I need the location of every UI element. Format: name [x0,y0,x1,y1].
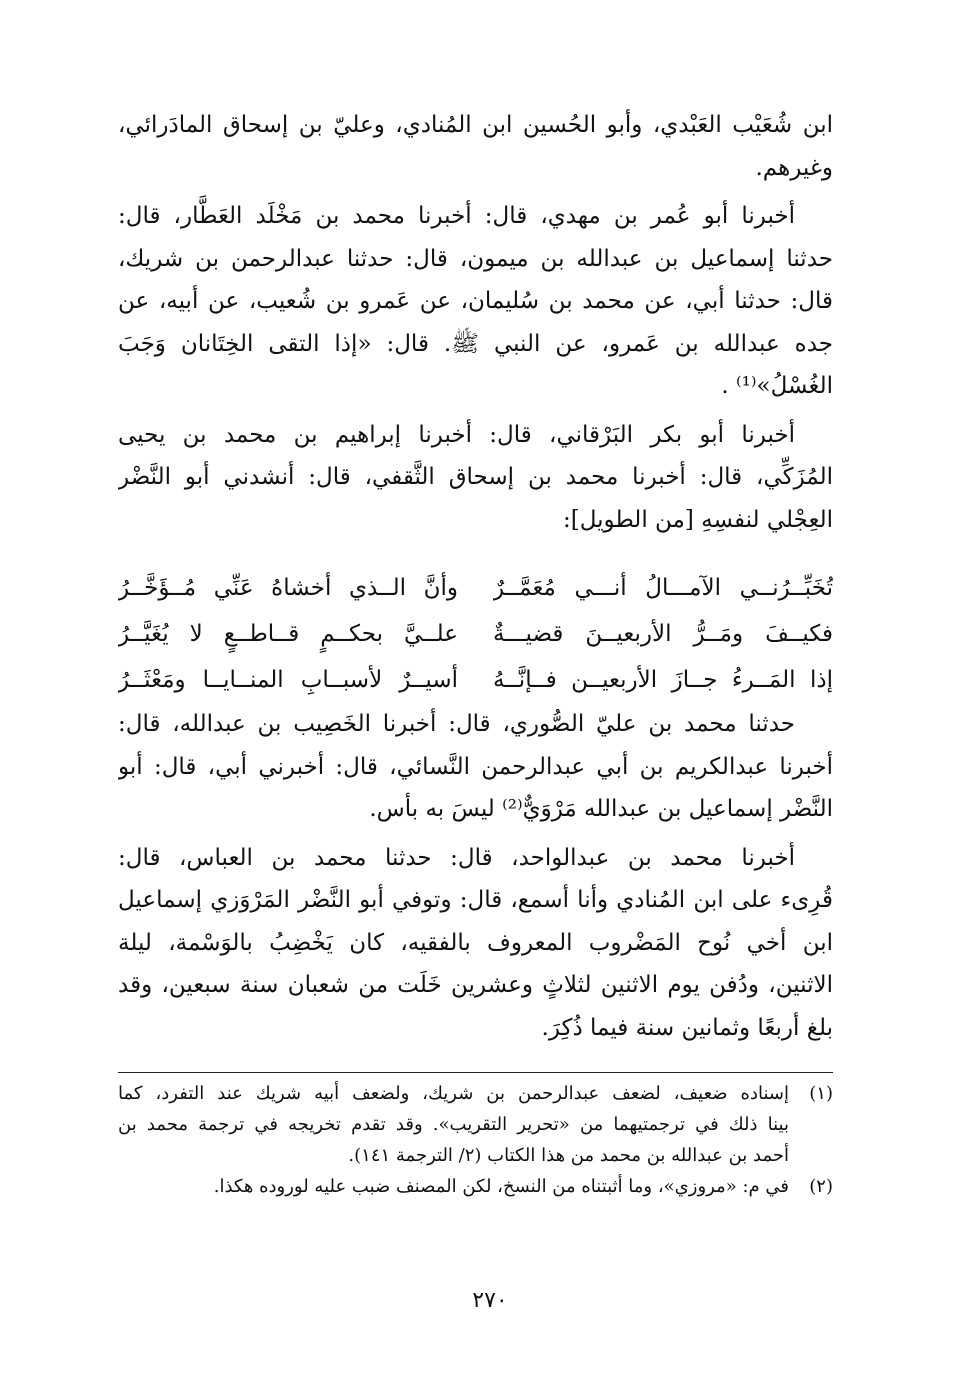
text-line: أخبرنا محمد بن عبدالواحد، قال: حدثنا محمد بن العباس، قال: [118,844,795,871]
paragraph-5 [118,837,833,1050]
text-line: أخبرنا أبو بكر البَرْقاني، قال: أخبرنا إبراهيم بن محمد بن يحيى [118,421,795,448]
text-line: حدثنا محمد بن عليّ الصُّوري، قال: أخبرنا الخَصِيب بن عبدالله، قال: [118,711,795,737]
footnotes [118,1078,833,1202]
paragraph-2 [118,195,833,408]
footnote-line: أحمد بن عبدالله بن محمد من هذا الكتاب (٢/ الترجمة ١٤١). [348,1145,789,1166]
text-line: جده عبدالله بن عَمرو، عن النبي ﷺ. قال: «إذا التقى الخِتَانان وَجَبَ [118,330,833,357]
text-line: أخبرنا عبدالكريم بن أبي عبدالرحمن النَّسائي، قال: أخبرني أبي، قال: أبو [118,753,833,780]
footnote-line: بينا ذلك في ترجمتيهما من «تحرير التقريب». وقد تقدم تخريجه في ترجمة محمد بن [118,1114,789,1135]
text-line: وغيرهم. [755,154,833,181]
footnote-line [118,1078,833,1109]
text-line: حدثنا إسماعيل بن عبدالله بن ميمون، قال: حدثنا عبدالرحمن بن شريك، [118,245,833,272]
footnote-number: (١) [809,1083,833,1104]
main-text-bottom [118,703,833,1055]
text-line: قال: حدثنا أبي، عن محمد بن سُليمان، عن عَمرو بن شُعيب، عن أبيه، عن [118,288,833,314]
verse-second-hemistich: علــيَّ بحكــمٍ قــاطــعٍ لا يُغَيَّــرُ [118,621,458,647]
text-line: النَّضْر إسماعيل بن عبدالله مَرْوَيٌّ⁽²⁾ ليسَ به بأس. [369,796,833,822]
text-line: الغُسْلُ»⁽¹⁾ . [721,373,833,399]
footnote-line [118,1171,833,1202]
poem-verse [118,611,833,657]
text-line: العِجْلي لنفسِهِ [من الطويل]: [563,506,833,533]
footnote-text: في م: «مروزي»، وما أثبتناه من النسخ، لكن المصنف ضبب عليه لوروده هكذا. [213,1176,789,1197]
text-line: قُرِىء على ابن المُنادي وأنا أسمع، قال: وتوفي أبو النَّضْر المَرْوَزي إسماعيل [118,887,833,913]
text-line: الاثنين، ودُفن يوم الاثنين لثلاثٍ وعشرين خَلَت من شعبان سنة سبعين، وقد [118,972,833,998]
text-line: أخبرنا أبو عُمر بن مهدي، قال: أخبرنا محمد بن مَخْلَد العَطَّار، قال: [118,203,795,229]
footnote-text: إسناده ضعيف، لضعف عبدالرحمن بن شريك، ولضعف أبيه شريك عند التفرد، كما [118,1083,789,1104]
paragraph-1 [118,104,833,189]
paragraph-4 [118,703,833,831]
text-line: ابن شُعَيْب العَبْدي، وأبو الحُسين ابن المُنادي، وعليّ بن إسحاق المادَرائي، [118,112,833,138]
text-line: ابن أخي نُوح المَضْروب المعروف بالفقيه، كان يَخْضِبُ بالوَسْمة، ليلة [118,929,833,956]
poem-verse [118,657,833,703]
page-number: ٢٧٠ [472,1288,508,1313]
footnote-2 [118,1171,833,1202]
verse-first-hemistich: إذا المَــرءُ جــازَ الأربعيــن فــإنَّــهُ [493,667,833,693]
poem [118,565,833,703]
footnote-1 [118,1078,833,1171]
verse-second-hemistich: أسيــرٌ لأسبــابِ المنــايــا ومَعْثَــرُ [118,667,458,693]
verse-first-hemistich: فكيــفَ ومَــرُّ الأربعيــنَ قضيـــةٌ [493,621,833,647]
text-line: المُزَكِّي، قال: أخبرنا محمد بن إسحاق الثَّقفي، قال: أنشدني أبو النَّضْر [118,464,833,490]
main-text-top [118,104,833,547]
footnote-number: (٢) [809,1176,833,1197]
footnote-separator [118,1072,833,1073]
paragraph-3 [118,414,833,542]
verse-first-hemistich: تُخَبِّــرُنــي الآمـــالُ أنـــي مُعَمَّــرٌ [493,575,833,601]
poem-verse [118,565,833,611]
verse-second-hemistich: وأنَّ الــذي أخشاهُ عَنِّي مُــؤَخَّــرُ [118,575,458,601]
text-line: بلغ أربعًا وثمانين سنة فيما ذُكِرَ. [541,1014,833,1041]
